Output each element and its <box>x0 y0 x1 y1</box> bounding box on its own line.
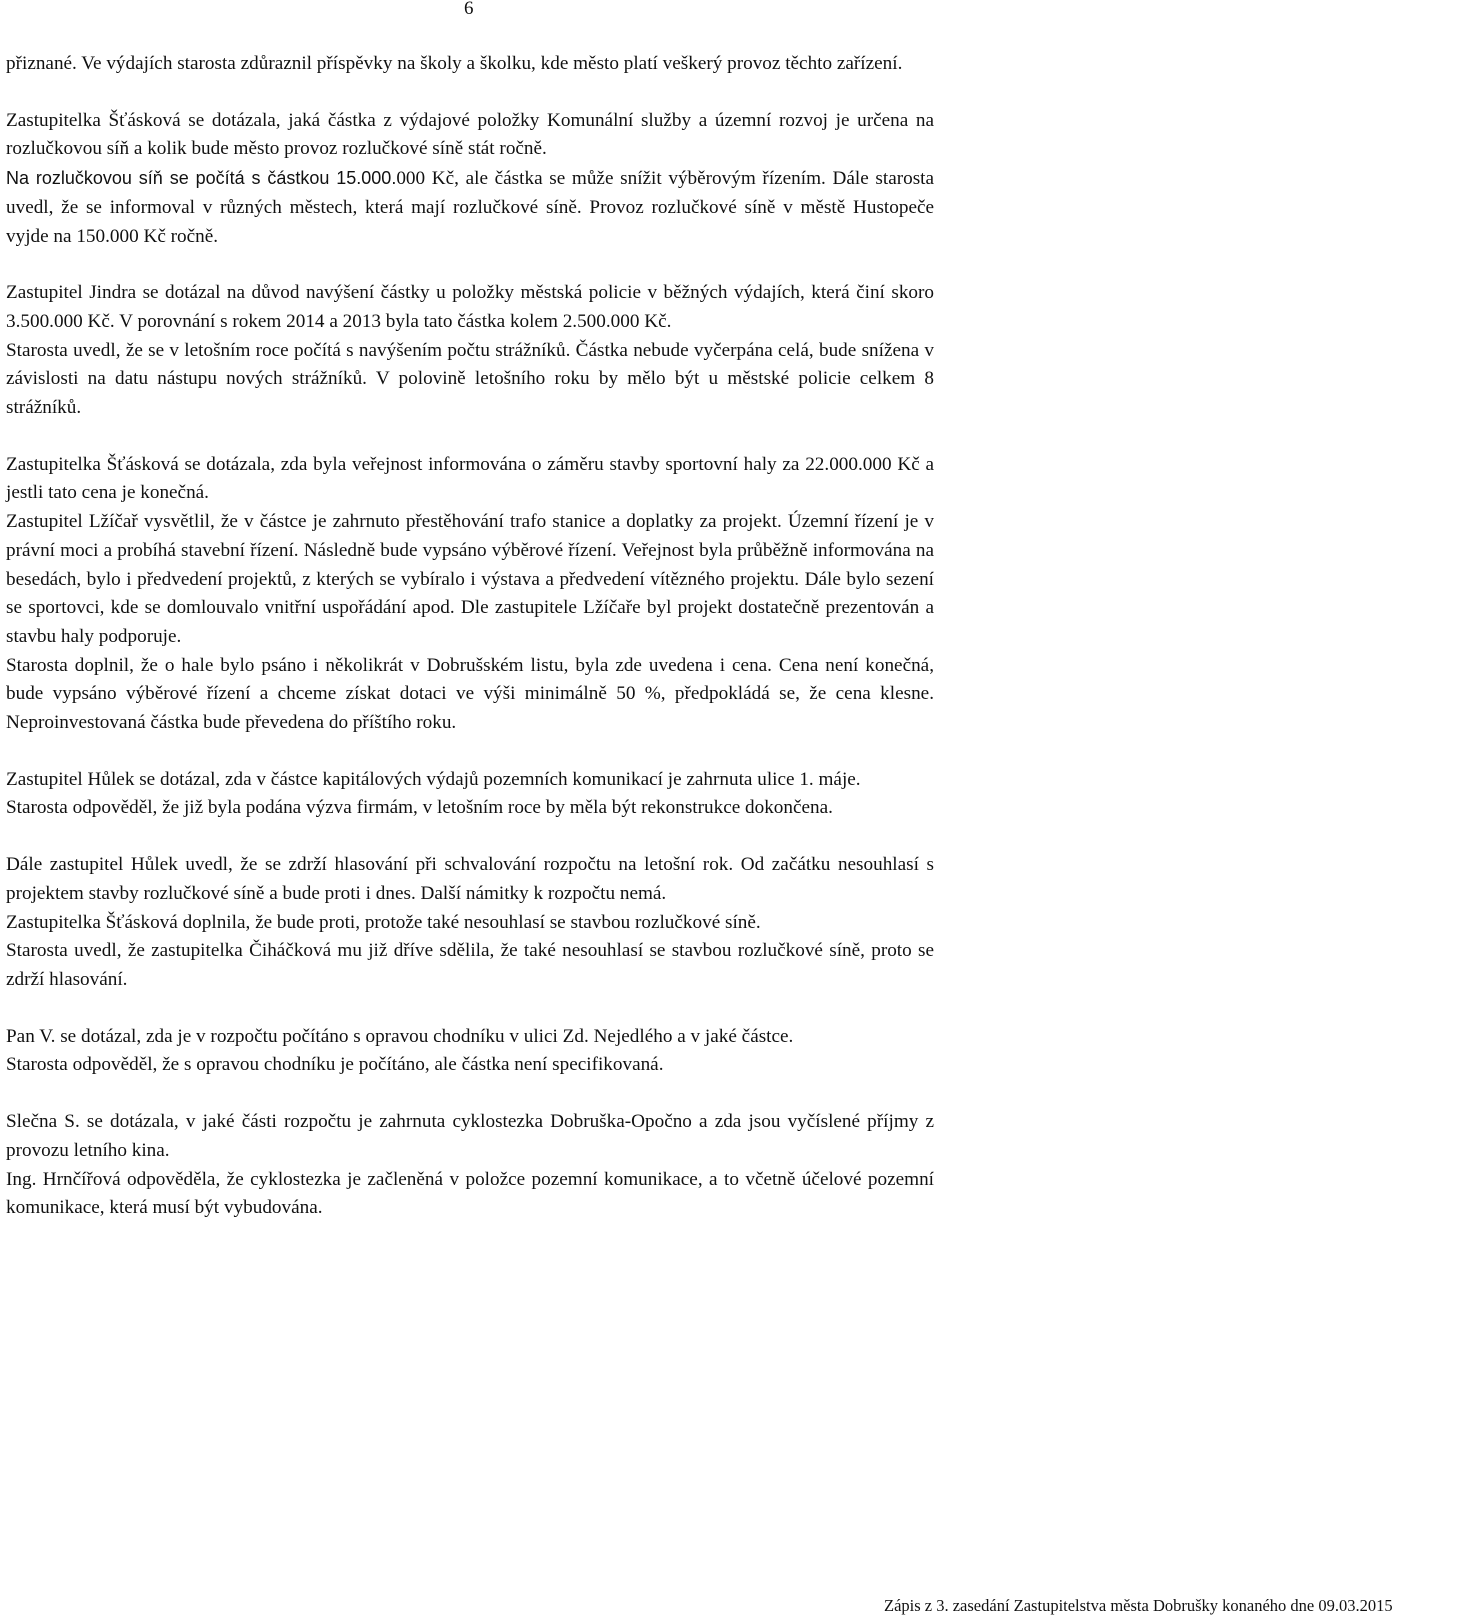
paragraph: Zastupitel Lžíčař vysvětlil, že v částce je zahrnuto přestěhování trafo stanice a doplatky za projekt. Územní řízení je v právní moci a probíhá stavební řízení. Následně bude vypsáno výběrové řízení. Veřejnost byla průběžně informována na besedách, bylo i předvedení projektů, z kterých se vybíralo i výstava a předvedení vítězného projektu. Dále bylo sezení se sportovci, kde se domlouvalo vnitřní uspořádání apod. Dle zastupitele Lžíčaře byl projekt dostatečně prezentován a stavbu haly podporuje. <box>6 511 934 647</box>
paragraph: Dále zastupitel Hůlek uvedl, že se zdrží hlasování při schvalování rozpočtu na letošní rok. Od začátku nesouhlasí s projektem stavby rozlučkové síně a bude proti i dnes. Další námitky k rozpočtu nemá. <box>6 854 934 904</box>
page-number: 6 <box>464 0 474 19</box>
paragraph <box>6 164 934 251</box>
paragraph: Ing. Hrnčířová odpověděla, že cyklostezka je začleněná v položce pozemní komunikace, a to včetně účelové pozemní komunikace, která musí být vybudována. <box>6 1168 934 1219</box>
paragraph: Zastupitelka Šťásková doplnila, že bude proti, protože také nesouhlasí se stavbou rozlučkové síně. <box>6 911 761 933</box>
page-footer: Zápis z 3. zasedání Zastupitelstva města Dobrušky konaného dne 09.03.2015 <box>884 1596 1393 1615</box>
paragraph: Starosta uvedl, že se v letošním roce počítá s navýšením počtu strážníků. Částka nebude vyčerpána celá, bude snížena v závislosti na datu nástupu nových strážníků. V polovině letošního roku by mělo být u městské policie celkem 8 strážníků. <box>6 339 934 419</box>
paragraph: Slečna S. se dotázala, v jaké části rozpočtu je zahrnuta cyklostezka Dobruška-Opočno a zda jsou vyčíslené příjmy z provozu letního kina. <box>6 1111 934 1161</box>
paragraph: Zastupitelka Šťásková se dotázala, jaká částka z výdajové položky Komunální služby a územní rozvoj je určena na rozlučkovou síň a kolik bude město provoz rozlučkové síně stát ročně. <box>6 109 934 160</box>
paragraph: Zastupitelka Šťásková se dotázala, zda byla veřejnost informována o záměru stavby sportovní haly za 22.000.000 Kč a jestli tato cena je konečná. <box>6 453 934 504</box>
paragraph: Starosta uvedl, že zastupitelka Čiháčková mu již dříve sdělila, že také nesouhlasí se stavbou rozlučkové síně, proto se zdrží hlasování. <box>6 940 934 990</box>
paragraph-segment: 000 Kč, ale částka se může snížit výběrovým řízením. Dále starosta uvedl, že se informoval v různých městech, která mají rozlučkové síně. Provoz rozlučkové síně v městě Hustopeče vyjde na 150.000 Kč ročně. <box>6 168 935 247</box>
paragraph: přiznané. Ve výdajích starosta zdůraznil příspěvky na školy a školku, kde město platí veškerý provoz těchto zařízení. <box>6 53 903 74</box>
paragraph: Starosta doplnil, že o hale bylo psáno i několikrát v Dobrušském listu, byla zde uvedena i cena. Cena není konečná, bude vypsáno výběrové řízení a chceme získat dotaci ve výši minimálně 50 %, předpokládá se, že cena klesne. Neproinvestovaná částka bude převedena do příštího roku. <box>6 654 934 734</box>
paragraph: Zastupitel Jindra se dotázal na důvod navýšení částky u položky městská policie v běžných výdajích, která činí skoro 3.500.000 Kč. V porovnání s rokem 2014 a 2013 byla tato částka kolem 2.500.000 Kč. <box>6 282 934 332</box>
document-body <box>6 50 934 1223</box>
paragraph: Starosta odpověděl, že již byla podána výzva firmám, v letošním roce by měla být rekonstrukce dokončena. <box>6 797 833 819</box>
paragraph: Starosta odpověděl, že s opravou chodníku je počítáno, ale částka není specifikovaná. <box>6 1054 664 1076</box>
paragraph: Pan V. se dotázal, zda je v rozpočtu počítáno s opravou chodníku v ulici Zd. Nejedlého a v jaké částce. <box>6 1025 794 1047</box>
paragraph-sans-segment: Na rozlučkovou síň se počítá s částkou 15.000. <box>6 168 397 189</box>
paragraph: Zastupitel Hůlek se dotázal, zda v částce kapitálových výdajů pozemních komunikací je zahrnuta ulice 1. máje. <box>6 768 861 790</box>
